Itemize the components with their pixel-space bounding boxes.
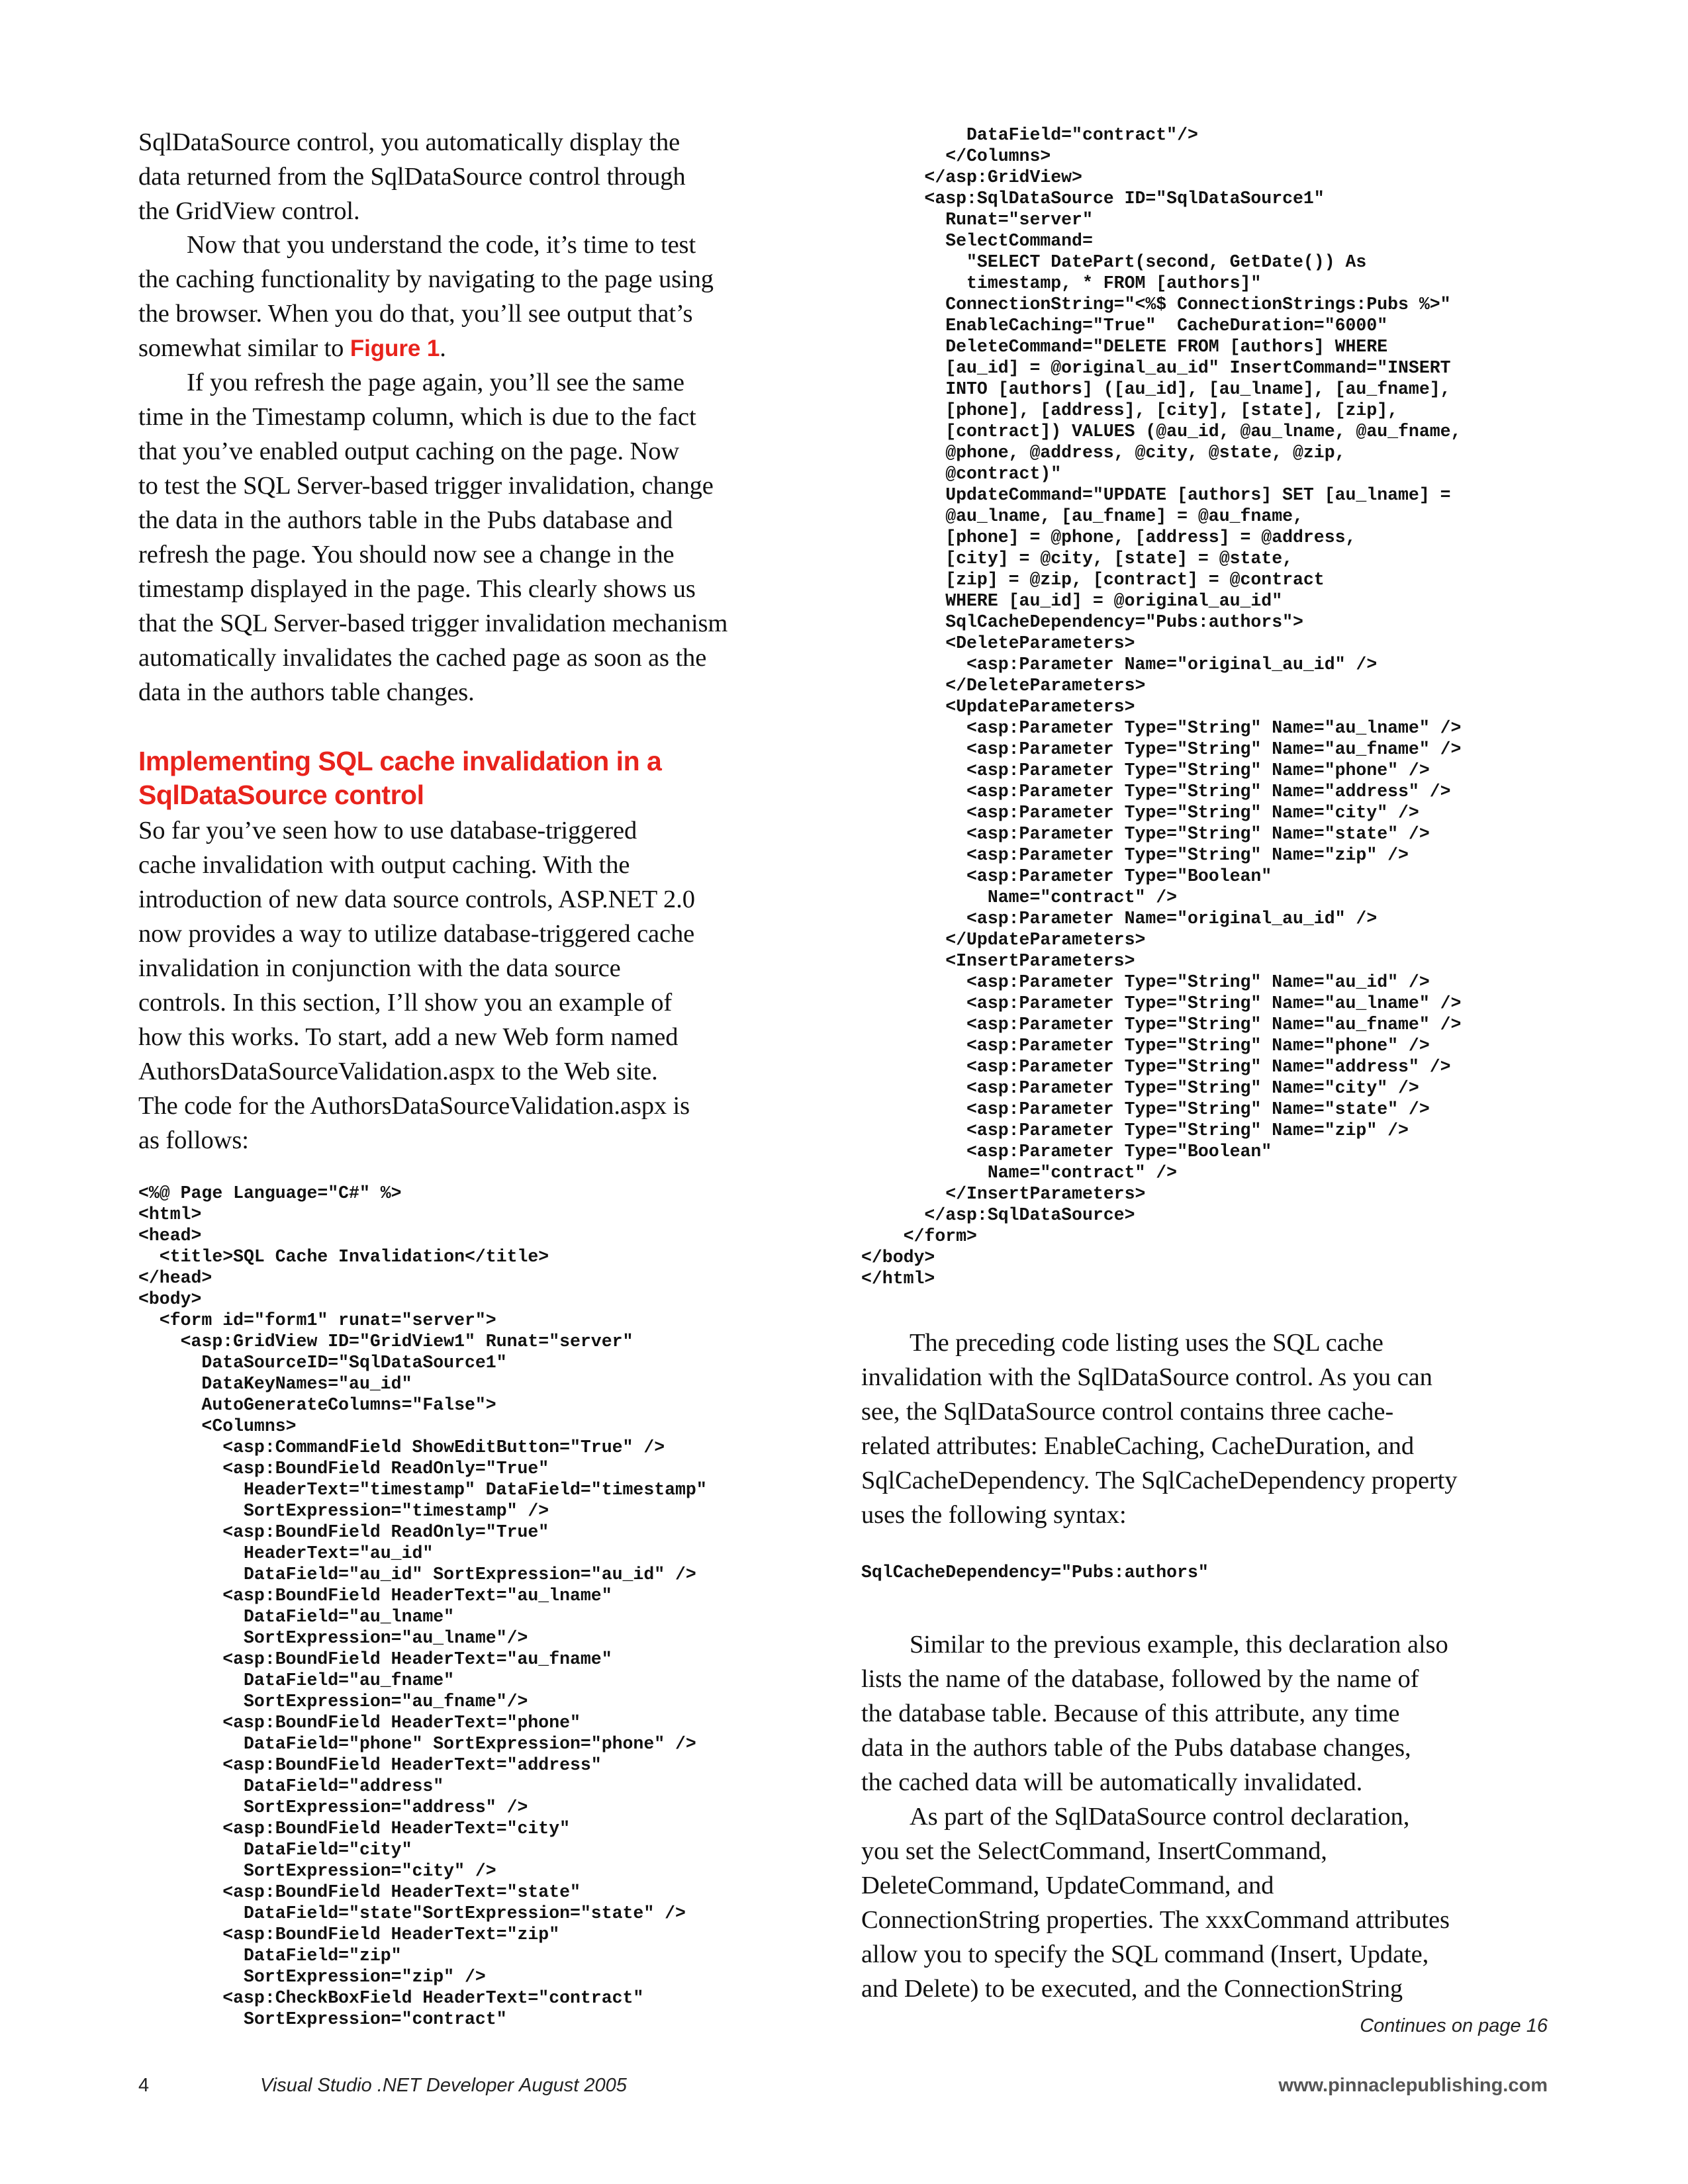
- paragraph-preceding-listing: The preceding code listing uses the SQL cache invalidation with the SqlDataSource control. As you can see, the SqlDataSource control contains three cache- related attributes: EnableCaching, CacheDuration, and SqlCacheDependency. The SqlCacheDependency property uses the following syntax:: [861, 1329, 1458, 1529]
- section-heading: Implementing SQL cache invalidation in a SqlDataSource control: [138, 746, 662, 810]
- paragraph-gridview-display: SqlDataSource control, you automatically display the data returned from the SqlDataSource control through the GridView control.: [138, 128, 686, 225]
- paragraph-test-caching: [138, 228, 823, 366]
- footer-page-number: 4: [138, 2075, 150, 2096]
- paragraph-refresh-page: If you refresh the page again, you’ll see the same time in the Timestamp column, which is due to the fact that you’ve enabled output caching on the page. Now to test the SQL Server-based trigger invalidation, change the data in the authors table in the Pubs database and refresh the page. You should now see a change in the timestamp displayed in the page. This clearly shows us that the SQL Server-based trigger invalidation mechanism automatically invalidates the cached page as soon as the data in the authors table changes.: [138, 369, 728, 706]
- continues-note: Continues on page 16: [1360, 2015, 1548, 2036]
- paragraph-so-far: So far you’ve seen how to use database-triggered cache invalidation with output caching. With the introduction of new data source controls, ASP.NET 2.0 now provides a way to utilize database-triggered cache invalidation in conjunction with the data source controls. In this section, I’ll show you an example of how this works. To start, add a new Web form named AuthorsDataSourceValidation.aspx to the Web site. The code for the AuthorsDataSourceValidation.aspx is as follows:: [138, 817, 695, 1154]
- code-listing-right: DataField="contract"/> </Columns> </asp:GridView> <asp:SqlDataSource ID="SqlDataSource1" Runat="server" SelectCommand= "SELECT DatePart(second, GetDate()) As timestamp, * FROM [authors]" ConnectionString="<%$ ConnectionStrings:Pubs %>" EnableCaching="True" CacheDuration="6000" DeleteCommand="DELETE FROM [authors] WHERE [au_id] = @original_au_id" InsertCommand="INSERT INTO [authors] ([au_id], [au_lname], [au_fname], [phone], [address], [city], [state], [zip], [contract]) VALUES (@au_id, @au_lname, @au_fname, @phone, @address, @city, @state, @zip, @contract)" UpdateCommand="UPDATE [authors] SET [au_lname] = @au_lname, [au_fname] = @au_fname, [phone] = @phone, [address] = @address, [city] = @city, [state] = @state, [zip] = @zip, [contract] = @contract WHERE [au_id] = @original_au_id" SqlCacheDependency="Pubs:authors"> <DeleteParameters> <asp:Parameter Name="original_au_id" /> </DeleteParameters> <UpdateParameters> <asp:Parameter Type="String" Name="au_lname" /> <asp:Parameter Type="String" Name="au_fname" /> <asp:Parameter Type="String" Name="phone" /> <asp:Parameter Type="String" Name="address" /> <asp:Parameter Type="String" Name="city" /> <asp:Parameter Type="String" Name="state" /> <asp:Parameter Type="String" Name="zip" /> <asp:Parameter Type="Boolean" Name="contract" /> <asp:Parameter Name="original_au_id" /> </UpdateParameters> <InsertParameters> <asp:Parameter Type="String" Name="au_id" /> <asp:Parameter Type="String" Name="au_lname" /> <asp:Parameter Type="String" Name="au_fname" /> <asp:Parameter Type="String" Name="phone" /> <asp:Parameter Type="String" Name="address" /> <asp:Parameter Type="String" Name="city" /> <asp:Parameter Type="String" Name="state" /> <asp:Parameter Type="String" Name="zip" /> <asp:Parameter Type="Boolean" Name="contract" /> </InsertParameters> </asp:SqlDataSource> </form> </body> </html>: [861, 125, 1462, 1289]
- footer-date: August 2005: [519, 2075, 627, 2096]
- paragraph-similar-example: Similar to the previous example, this declaration also lists the name of the database, followed by the name of the database table. Because of this attribute, any time data in the authors table of the Pubs database changes, the cached data will be automatically invalidated.: [861, 1631, 1448, 1796]
- paragraph-test-caching-text: Now that you understand the code, it’s time to test the caching functionality by navigating to the page using the browser. When you do that, you’ll see output that’s somewhat similar to: [138, 231, 714, 362]
- paragraph-sqldatasource-declaration: As part of the SqlDataSource control declaration, you set the SelectCommand, InsertCommand, DeleteCommand, UpdateCommand, and ConnectionString properties. The xxxCommand attributes allow you to specify the SQL command (Insert, Update, and Delete) to be executed, and the ConnectionString: [861, 1803, 1450, 2003]
- footer-website[interactable]: www.pinnaclepublishing.com: [1278, 2075, 1548, 2096]
- paragraph-test-caching-end: .: [440, 334, 446, 362]
- footer-publication: Visual Studio .NET Developer: [260, 2075, 514, 2096]
- code-listing-left: <%@ Page Language="C#" %> <html> <head> <title>SQL Cache Invalidation</title> </head> <body> <form id="form1" runat="server"> <asp:GridView ID="GridView1" Runat="server" DataSourceID="SqlDataSource1" DataKeyNames="au_id" AutoGenerateColumns="False"> <Columns> <asp:CommandField ShowEditButton="True" /> <asp:BoundField ReadOnly="True" HeaderText="timestamp" DataField="timestamp" SortExpression="timestamp" /> <asp:BoundField ReadOnly="True" HeaderText="au_id" DataField="au_id" SortExpression="au_id" /> <asp:BoundField HeaderText="au_lname" DataField="au_lname" SortExpression="au_lname"/> <asp:BoundField HeaderText="au_fname" DataField="au_fname" SortExpression="au_fname"/> <asp:BoundField HeaderText="phone" DataField="phone" SortExpression="phone" /> <asp:BoundField HeaderText="address" DataField="address" SortExpression="address" /> <asp:BoundField HeaderText="city" DataField="city" SortExpression="city" /> <asp:BoundField HeaderText="state" DataField="state"SortExpression="state" /> <asp:BoundField HeaderText="zip" DataField="zip" SortExpression="zip" /> <asp:CheckBoxField HeaderText="contract" SortExpression="contract": [138, 1183, 707, 2029]
- figure-1-link[interactable]: Figure 1: [350, 336, 440, 361]
- code-sqlcachedependency: SqlCacheDependency="Pubs:authors": [861, 1563, 1209, 1582]
